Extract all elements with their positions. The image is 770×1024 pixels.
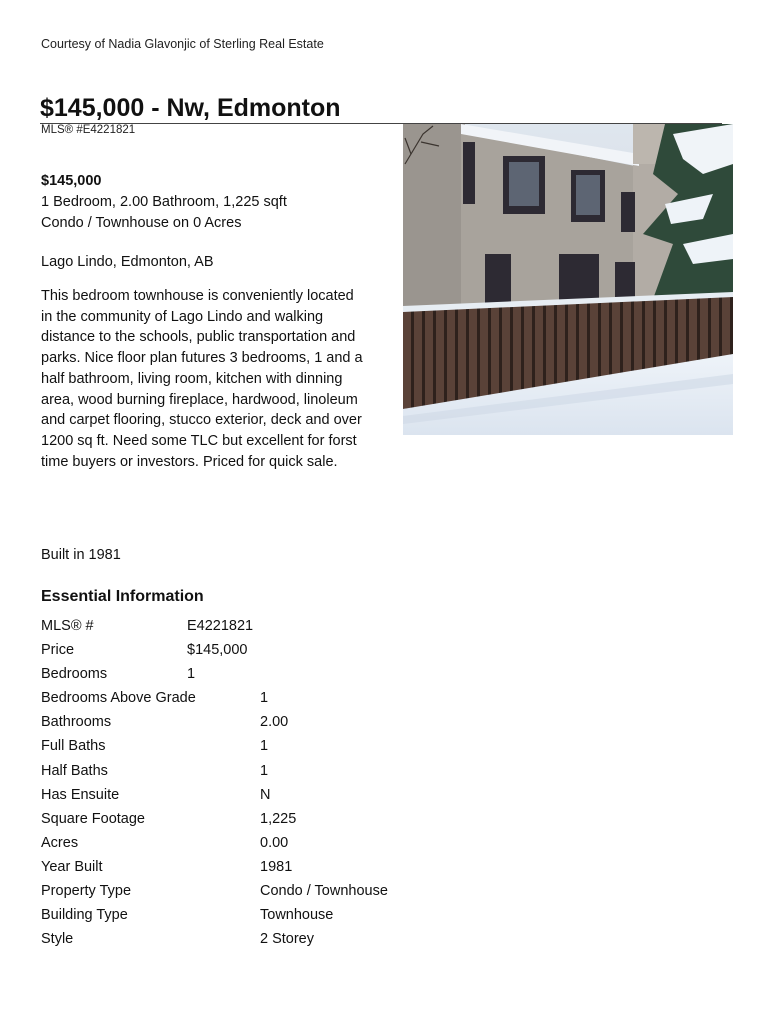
info-label: Acres [41,835,79,851]
summary-type: Condo / Townhouse on 0 Acres [41,215,242,231]
info-value: N [260,787,271,803]
info-value: Townhouse [260,907,334,923]
info-value: $145,000 [187,642,248,658]
info-label: Building Type [41,907,128,923]
info-label: Year Built [41,859,103,875]
info-label: Square Footage [41,811,145,827]
info-label: Property Type [41,883,132,899]
listing-description: This bedroom townhouse is conveniently located in the community of Lago Lindo and walking distance to the schools, public transportation and parks. Nice floor plan futures 3 bedrooms, 1 and a half bathroom, living room, kitchen with dinning area, wood burning fireplace, hardwood, linoleum and carpet flooring, stucco exterior, deck and over 1200 sq ft. Need some TLC but excellent for forst time buyers or investors. Priced for quick sale. [41,288,363,470]
courtesy-text: Courtesy of Nadia Glavonjic of Sterling Real Estate [41,37,324,51]
info-label: Bedrooms [41,666,108,682]
listing-location: Lago Lindo, Edmonton, AB [41,254,214,270]
info-value: Condo / Townhouse [260,883,388,899]
info-value: 1 [260,738,269,754]
built-year: Built in 1981 [41,547,121,563]
title-bar [40,93,722,124]
info-value: 2.00 [260,714,289,730]
info-label: Style [41,931,74,947]
info-label: Price [41,642,75,658]
mls-number: MLS® #E4221821 [41,124,136,136]
page-title: $145,000 - Nw, Edmonton [40,94,341,122]
info-value: 2 Storey [260,931,314,947]
property-photo [403,124,733,435]
info-label: Half Baths [41,763,108,779]
info-value: 0.00 [260,835,289,851]
info-value: 1 [260,763,269,779]
info-value: 1,225 [260,811,297,827]
info-label: Has Ensuite [41,787,120,803]
essential-info-title: Essential Information [41,588,204,605]
info-value: 1981 [260,859,293,875]
info-value: E4221821 [187,618,254,634]
info-value: 1 [260,690,269,706]
info-value: 1 [187,666,196,682]
info-label: MLS® # [41,618,94,634]
summary-rooms: 1 Bedroom, 2.00 Bathroom, 1,225 sqft [41,194,287,210]
summary-price: $145,000 [41,173,102,189]
info-label: Full Baths [41,738,106,754]
listing-summary [41,171,287,234]
info-label: Bedrooms Above Grade [41,690,196,706]
info-label: Bathrooms [41,714,112,730]
